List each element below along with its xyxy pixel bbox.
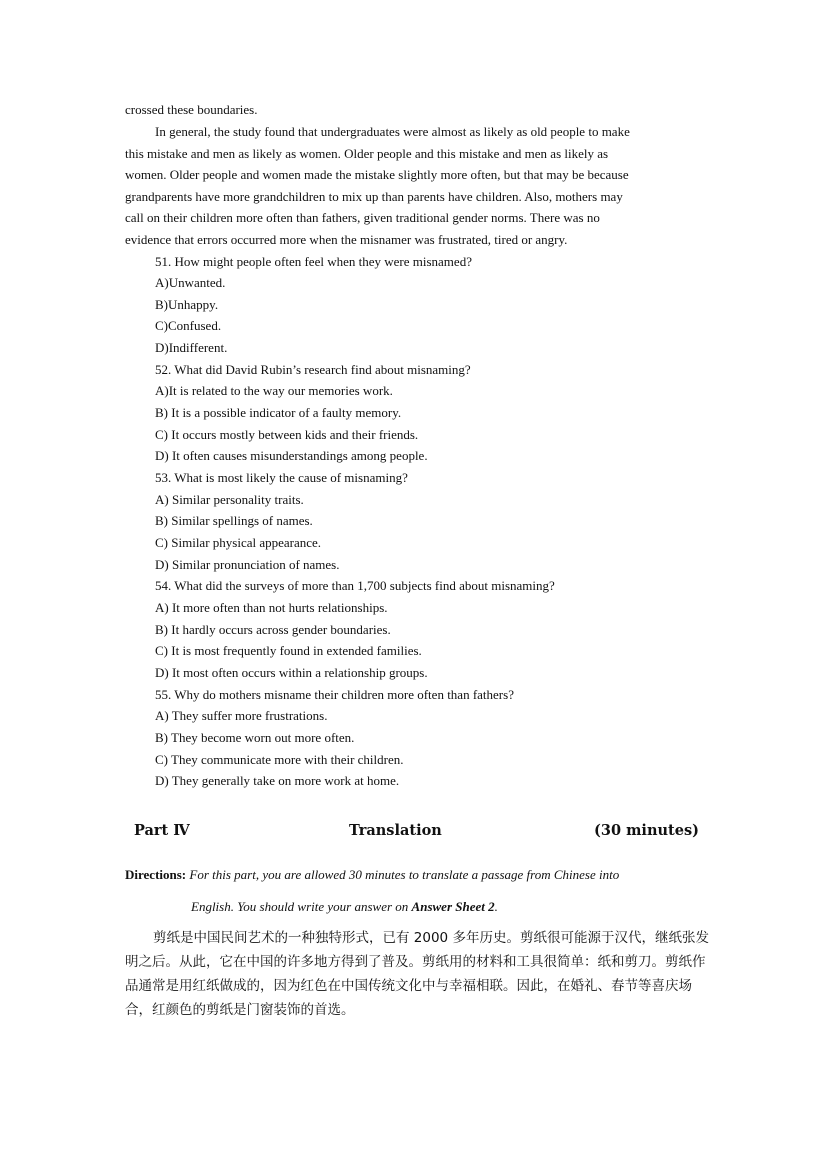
directions-text: For this part, you are allowed 30 minutes to translate a passage from Chinese into (189, 867, 620, 882)
answer-sheet-ref: Answer Sheet 2 (411, 899, 495, 914)
passage-line: evidence that errors occurred more when the misnamer was frustrated, tired or angry. (125, 232, 568, 247)
passage-line: this mistake and men as likely as women. Older people and this mistake and men as likely as (125, 146, 609, 161)
answer-option: A) It more often than not hurts relationships. (155, 600, 388, 615)
answer-option: A) They suffer more frustrations. (155, 708, 328, 723)
answer-option: B) It is a possible indicator of a faulty memory. (155, 405, 402, 420)
directions-line-2 (191, 899, 498, 915)
question-stem: 54. What did the surveys of more than 1,700 subjects find about misnaming? (155, 578, 555, 593)
part-number: Part Ⅳ (134, 822, 190, 839)
answer-option: C) Similar physical appearance. (155, 535, 322, 550)
answer-option: A)It is related to the way our memories work. (155, 383, 393, 398)
answer-option: C)Confused. (155, 318, 222, 333)
answer-option: D)Indifferent. (155, 340, 228, 355)
question-stem: 53. What is most likely the cause of misnaming? (155, 470, 408, 485)
answer-option: D) It often causes misunderstandings among people. (155, 448, 428, 463)
answer-option: B) Similar spellings of names. (155, 513, 313, 528)
directions-end: . (494, 899, 498, 914)
directions-line-1 (125, 867, 619, 883)
part-heading (0, 820, 827, 842)
answer-option: C) It is most frequently found in extended families. (155, 643, 422, 658)
directions-text: English. You should write your answer on (191, 899, 409, 914)
question-stem: 52. What did David Rubin’s research find about misnaming? (155, 362, 471, 377)
passage-tail: crossed these boundaries. (125, 102, 258, 117)
answer-option: C) It occurs mostly between kids and their friends. (155, 427, 419, 442)
answer-option: C) They communicate more with their children. (155, 752, 404, 767)
answer-option: D) They generally take on more work at home. (155, 773, 400, 788)
question-stem: 51. How might people often feel when they were misnamed? (155, 254, 472, 269)
part-time: (30 minutes) (594, 822, 699, 839)
question-stem: 55. Why do mothers misname their children more often than fathers? (155, 687, 514, 702)
passage-line: women. Older people and women made the mistake slightly more often, but that may be because (125, 167, 629, 182)
answer-option: A)Unwanted. (155, 275, 226, 290)
answer-option: B)Unhappy. (155, 297, 219, 312)
part-title: Translation (349, 822, 442, 839)
answer-option: D) Similar pronunciation of names. (155, 557, 340, 572)
directions-label: Directions: (125, 867, 187, 882)
answer-option: B) They become worn out more often. (155, 730, 355, 745)
passage-line: grandparents have more grandchildren to mix up than parents have children. Also, mothers may (125, 189, 623, 204)
passage-line: call on their children more often than fathers, given traditional gender norms. There was no (125, 210, 600, 225)
passage-line: In general, the study found that undergraduates were almost as likely as old people to make (155, 124, 630, 139)
answer-option: D) It most often occurs within a relationship groups. (155, 665, 428, 680)
answer-option: B) It hardly occurs across gender boundaries. (155, 622, 391, 637)
answer-option: A) Similar personality traits. (155, 492, 304, 507)
chinese-passage: 剪纸是中国民间艺术的一种独特形式，已有 2000 多年历史。剪纸很可能源于汉代，继纸张发明之后。从此，它在中国的许多地方得到了普及。剪纸用的材料和工具很简单：纸和剪刀。剪纸作品通常是用红纸做成的，因为红色在中国传统文化中与幸福相联。因此，在婚礼、春节等喜庆场合，红颜色的剪纸是门窗装饰的首选。 (125, 930, 709, 1018)
